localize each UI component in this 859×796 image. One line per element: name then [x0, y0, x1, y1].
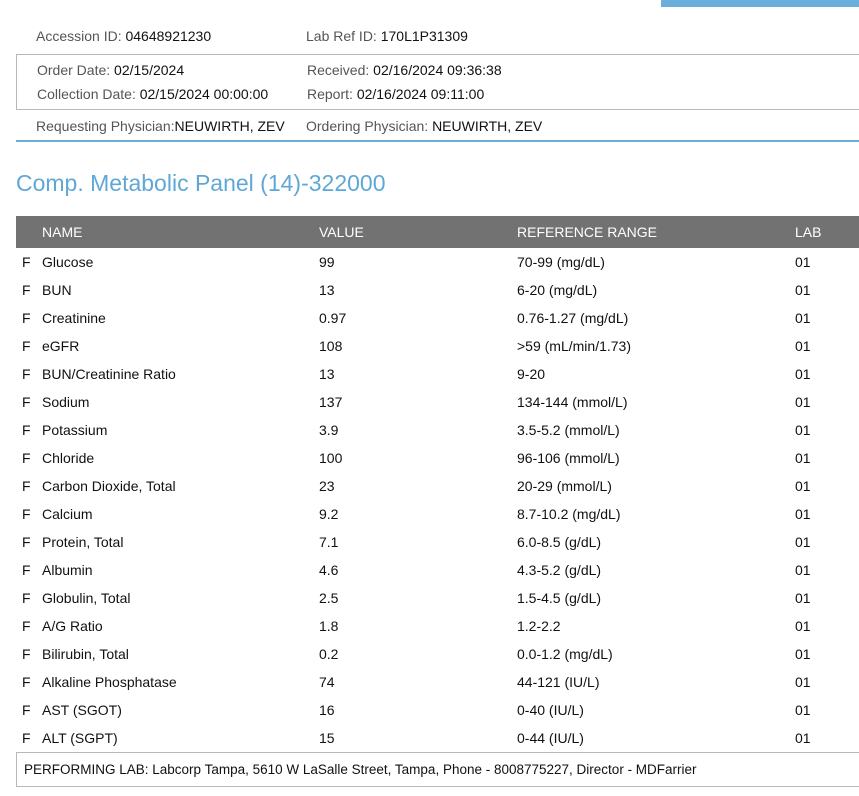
collection-label: Collection Date: [37, 86, 136, 102]
lab-ref-id [306, 28, 468, 44]
ordering-label: Ordering Physician: [306, 118, 429, 134]
result-lab: 01 [795, 366, 811, 382]
result-flag: F [22, 338, 31, 354]
result-flag: F [22, 478, 31, 494]
result-reference-range: 6.0-8.5 (g/dL) [517, 534, 602, 550]
performing-lab-text: PERFORMING LAB: Labcorp Tampa, 5610 W LaSalle Street, Tampa, Phone - 8008775227, Director - MDFarrier [24, 762, 697, 777]
result-lab: 01 [795, 506, 811, 522]
collection-date [37, 86, 268, 102]
labref-label: Lab Ref ID: [306, 28, 377, 44]
requesting-value: NEUWIRTH, ZEV [174, 118, 285, 134]
result-reference-range: 9-20 [517, 366, 546, 382]
requesting-label: Requesting Physician: [36, 118, 175, 134]
result-name: Bilirubin, Total [42, 646, 129, 662]
order-date-value: 02/15/2024 [114, 62, 185, 78]
result-flag: F [22, 394, 31, 410]
result-reference-range: 1.2-2.2 [517, 618, 561, 634]
result-name: Creatinine [42, 310, 106, 326]
received-date [307, 62, 502, 78]
result-flag: F [22, 366, 31, 382]
table-row [16, 612, 859, 640]
ordering-value: NEUWIRTH, ZEV [432, 118, 543, 134]
result-name: ALT (SGPT) [42, 730, 118, 746]
result-flag: F [22, 310, 31, 326]
result-flag: F [22, 562, 31, 578]
column-header-name: NAME [42, 224, 83, 240]
result-flag: F [22, 422, 31, 438]
result-reference-range: 4.3-5.2 (g/dL) [517, 562, 602, 578]
result-reference-range: 44-121 (IU/L) [517, 674, 600, 690]
result-reference-range: 3.5-5.2 (mmol/L) [517, 422, 620, 438]
result-flag: F [22, 534, 31, 550]
result-name: AST (SGOT) [42, 702, 122, 718]
table-row [16, 584, 859, 612]
dates-box [16, 54, 859, 110]
result-name: Sodium [42, 394, 90, 410]
result-lab: 01 [795, 450, 811, 466]
result-reference-range: 0-40 (IU/L) [517, 702, 584, 718]
result-name: Glucose [42, 254, 94, 270]
result-lab: 01 [795, 618, 811, 634]
result-name: eGFR [42, 338, 80, 354]
result-lab: 01 [795, 590, 811, 606]
result-lab: 01 [795, 534, 811, 550]
result-value: 13 [319, 282, 335, 298]
panel-title: Comp. Metabolic Panel (14)-322000 [16, 170, 386, 196]
table-header [16, 216, 859, 248]
result-lab: 01 [795, 562, 811, 578]
table-row [16, 248, 859, 276]
requesting-physician [36, 118, 285, 134]
table-row [16, 332, 859, 360]
accession-label: Accession ID: [36, 28, 122, 44]
result-value: 108 [319, 338, 343, 354]
result-name: BUN [42, 282, 72, 298]
result-name: Calcium [42, 506, 93, 522]
accession-value: 04648921230 [125, 28, 212, 44]
labref-value: 170L1P31309 [380, 28, 468, 44]
result-name: BUN/Creatinine Ratio [42, 366, 176, 382]
result-flag: F [22, 702, 31, 718]
result-name: Globulin, Total [42, 590, 131, 606]
table-row [16, 360, 859, 388]
table-row [16, 472, 859, 500]
result-reference-range: 96-106 (mmol/L) [517, 450, 620, 466]
result-reference-range: 0.0-1.2 (mg/dL) [517, 646, 613, 662]
result-value: 9.2 [319, 506, 339, 522]
result-reference-range: 134-144 (mmol/L) [517, 394, 628, 410]
received-label: Received: [307, 62, 370, 78]
accession-id [36, 28, 211, 44]
collection-value: 02/15/2024 00:00:00 [139, 86, 269, 102]
result-value: 23 [319, 478, 335, 494]
result-lab: 01 [795, 478, 811, 494]
result-lab: 01 [795, 338, 811, 354]
result-value: 100 [319, 450, 343, 466]
table-row [16, 640, 859, 668]
column-header-range: REFERENCE RANGE [517, 224, 658, 240]
result-reference-range: 0.76-1.27 (mg/dL) [517, 310, 629, 326]
result-name: Alkaline Phosphatase [42, 674, 177, 690]
table-row [16, 276, 859, 304]
table-body [16, 248, 859, 752]
result-value: 4.6 [319, 562, 339, 578]
result-lab: 01 [795, 310, 811, 326]
table-row [16, 528, 859, 556]
result-value: 15 [319, 730, 335, 746]
result-lab: 01 [795, 254, 811, 270]
result-flag: F [22, 646, 31, 662]
result-name: A/G Ratio [42, 618, 103, 634]
result-value: 1.8 [319, 618, 339, 634]
table-row [16, 304, 859, 332]
result-flag: F [22, 674, 31, 690]
table-row [16, 416, 859, 444]
result-flag: F [22, 730, 31, 746]
result-reference-range: 8.7-10.2 (mg/dL) [517, 506, 621, 522]
result-value: 3.9 [319, 422, 339, 438]
result-flag: F [22, 618, 31, 634]
table-row [16, 724, 859, 752]
result-reference-range: 70-99 (mg/dL) [517, 254, 605, 270]
table-row [16, 388, 859, 416]
top-accent-bar-mask [16, 0, 661, 7]
order-date [37, 62, 184, 78]
result-value: 7.1 [319, 534, 339, 550]
column-header-value: VALUE [319, 224, 364, 240]
performing-lab-box [16, 752, 859, 787]
ordering-physician [306, 118, 542, 134]
result-flag: F [22, 506, 31, 522]
result-lab: 01 [795, 702, 811, 718]
result-lab: 01 [795, 730, 811, 746]
result-lab: 01 [795, 646, 811, 662]
result-name: Carbon Dioxide, Total [42, 478, 176, 494]
result-value: 74 [319, 674, 335, 690]
result-lab: 01 [795, 282, 811, 298]
result-reference-range: >59 (mL/min/1.73) [517, 338, 631, 354]
report-value: 02/16/2024 09:11:00 [356, 86, 485, 102]
result-value: 137 [319, 394, 343, 410]
result-value: 99 [319, 254, 335, 270]
column-header-lab: LAB [795, 224, 822, 240]
table-row [16, 500, 859, 528]
result-value: 0.2 [319, 646, 339, 662]
physician-row [16, 110, 859, 142]
result-value: 2.5 [319, 590, 339, 606]
result-flag: F [22, 590, 31, 606]
table-row [16, 668, 859, 696]
result-reference-range: 0-44 (IU/L) [517, 730, 584, 746]
result-reference-range: 1.5-4.5 (g/dL) [517, 590, 602, 606]
report-date [307, 86, 484, 102]
results-table [16, 216, 859, 752]
result-value: 13 [319, 366, 335, 382]
order-date-label: Order Date: [37, 62, 111, 78]
result-flag: F [22, 254, 31, 270]
result-lab: 01 [795, 394, 811, 410]
result-reference-range: 6-20 (mg/dL) [517, 282, 598, 298]
result-value: 0.97 [319, 310, 347, 326]
result-value: 16 [319, 702, 335, 718]
result-lab: 01 [795, 422, 811, 438]
table-row [16, 696, 859, 724]
result-name: Potassium [42, 422, 108, 438]
result-name: Chloride [42, 450, 95, 466]
result-reference-range: 20-29 (mmol/L) [517, 478, 612, 494]
received-value: 02/16/2024 09:36:38 [373, 62, 502, 78]
result-flag: F [22, 282, 31, 298]
table-row [16, 556, 859, 584]
report-label: Report: [307, 86, 353, 102]
result-name: Protein, Total [42, 534, 124, 550]
accession-row [16, 17, 859, 54]
result-name: Albumin [42, 562, 93, 578]
table-row [16, 444, 859, 472]
result-lab: 01 [795, 674, 811, 690]
result-flag: F [22, 450, 31, 466]
